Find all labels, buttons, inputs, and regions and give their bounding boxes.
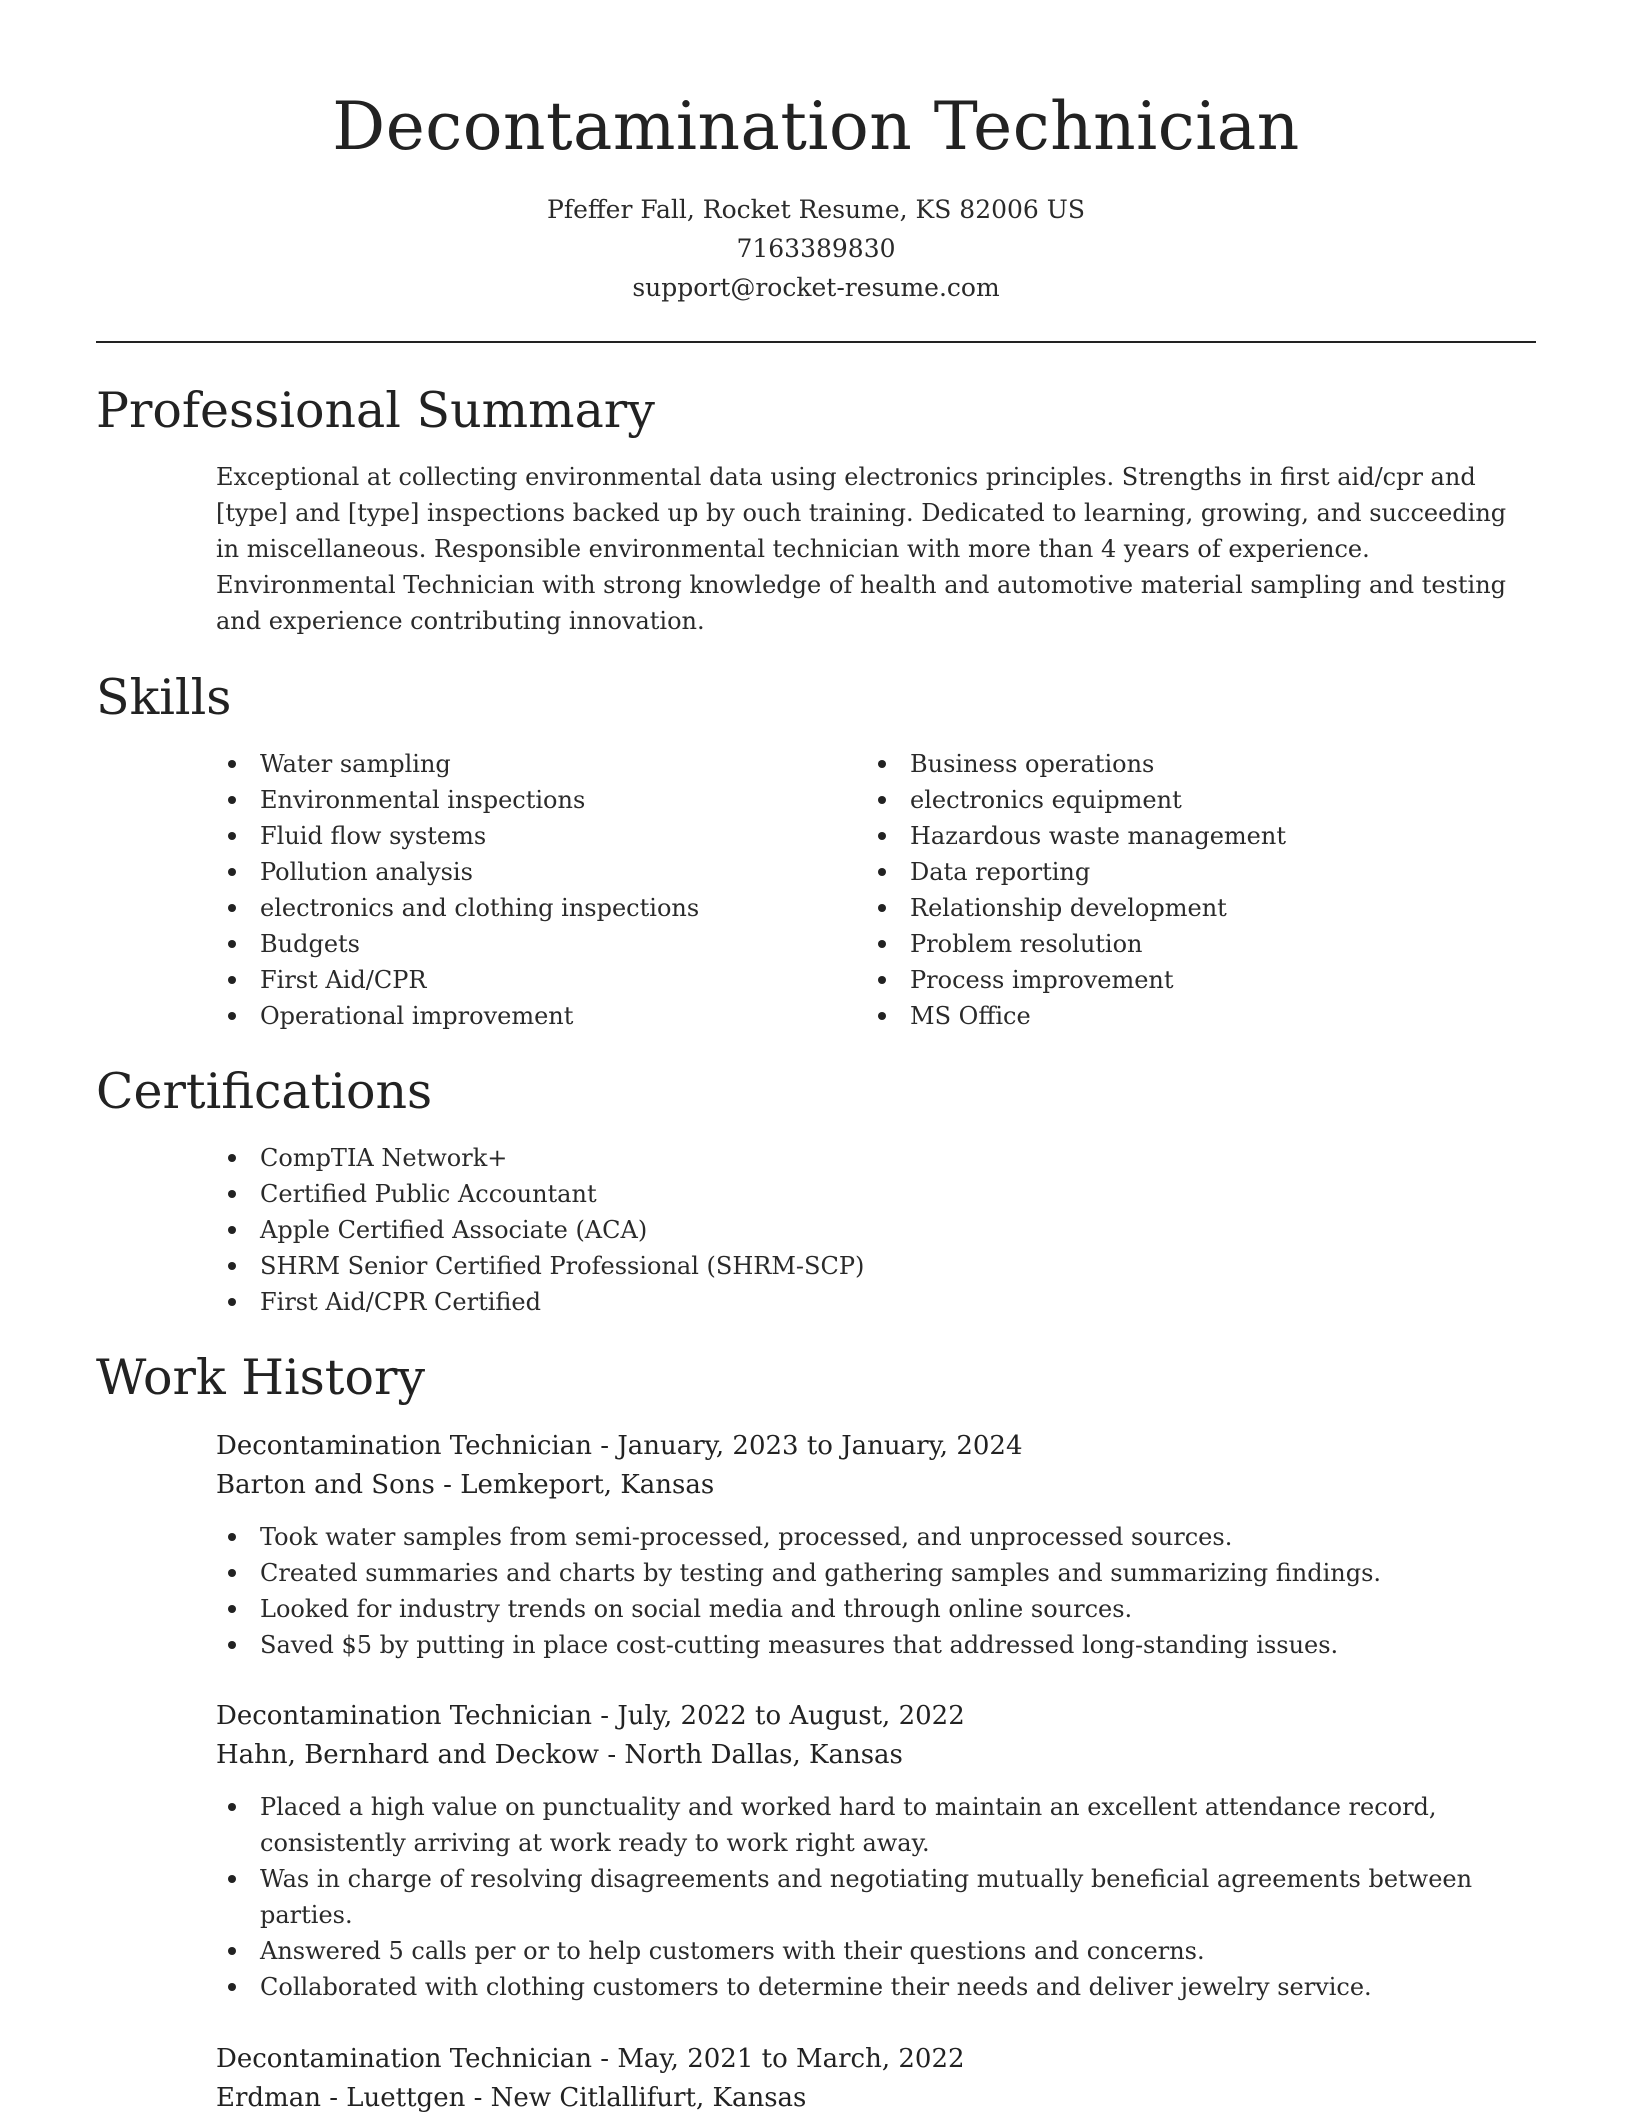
job-bullets [216,1519,1516,1663]
bullet-icon [228,796,236,804]
skill-item [866,998,1516,1034]
skill-item [866,854,1516,890]
job-dates: January, 2023 to January, 2024 [617,1431,1023,1461]
job-bullet [216,1861,1516,1933]
bullet-icon [228,1875,236,1883]
certifications-list [216,1140,1516,1320]
job-bullet [216,1933,1516,1969]
skill-item [216,818,856,854]
job-bullet [216,1627,1516,1663]
bullet-icon [228,1298,236,1306]
bullet-icon [878,904,886,912]
job-bullet [216,1591,1516,1627]
bullet-icon [228,1641,236,1649]
skill-item-text: MS Office [910,1002,1031,1030]
skill-item [216,926,856,962]
job-role: Decontamination Technician [216,1701,592,1731]
skill-item-text: Operational improvement [260,1002,574,1030]
bullet-icon [228,1803,236,1811]
bullet-icon [228,832,236,840]
contact-info [0,190,1632,307]
bullet-icon [228,1983,236,1991]
bullet-icon [228,1947,236,1955]
job-bullet-text: Took water samples from semi-processed, processed, and unprocessed sources. [260,1523,1233,1551]
job-bullet-text: Created summaries and charts by testing and gathering samples and summarizing findings. [260,1559,1382,1587]
work-history-heading: Work History [96,1349,426,1406]
skill-item [866,926,1516,962]
bullet-icon [878,940,886,948]
skill-item-text: Problem resolution [910,930,1143,958]
job-bullet-text: Looked for industry trends on social media and through online sources. [260,1595,1133,1623]
skill-item [866,746,1516,782]
bullet-icon [878,1012,886,1020]
skills-left-column [216,746,856,1034]
job-bullet [216,1969,1516,2005]
skill-item [216,854,856,890]
job-role: Decontamination Technician [216,2044,592,2074]
job-bullet [216,1555,1516,1591]
certification-item [216,1284,1516,1320]
bullet-icon [228,1190,236,1198]
job-company: Erdman - Luettgen [216,2083,466,2113]
skills-heading: Skills [96,669,232,726]
certification-item [216,1140,1516,1176]
bullet-icon [228,940,236,948]
skill-item [216,998,856,1034]
bullet-icon [878,760,886,768]
bullet-icon [228,760,236,768]
job-dates: July, 2022 to August, 2022 [617,1701,965,1731]
summary-heading: Professional Summary [96,382,655,439]
skill-item-text: electronics and clothing inspections [260,894,700,922]
job-entry [216,2040,1516,2118]
bullet-icon [878,832,886,840]
job-dates: May, 2021 to March, 2022 [617,2044,965,2074]
certification-item-text: SHRM Senior Certified Professional (SHRM-SCP) [260,1252,865,1280]
email-line: support@rocket-resume.com [632,273,1000,302]
job-bullet [216,1519,1516,1555]
certification-item [216,1176,1516,1212]
skill-item-text: electronics equipment [910,786,1182,814]
certification-item-text: Apple Certified Associate (ACA) [260,1216,648,1244]
job-location: North Dallas, Kansas [624,1740,903,1770]
certification-item-text: CompTIA Network+ [260,1144,508,1172]
bullet-icon [228,1262,236,1270]
skill-item-text: Hazardous waste management [910,822,1286,850]
certification-item-text: First Aid/CPR Certified [260,1288,541,1316]
skill-item [866,962,1516,998]
bullet-icon [878,976,886,984]
skill-item-text: Budgets [260,930,360,958]
skill-item [216,890,856,926]
job-bullet-text: Placed a high value on punctuality and worked hard to maintain an excellent attendance record, consistently arriving at work ready to work right away. [260,1793,1437,1857]
resume-name: Decontamination Technician [332,88,1300,165]
skill-item-text: Relationship development [910,894,1227,922]
bullet-icon [228,1605,236,1613]
job-company-line: Barton and Sons - Lemkeport, Kansas [216,1470,715,1500]
bullet-icon [228,1569,236,1577]
skill-item-text: Environmental inspections [260,786,586,814]
skill-item [216,962,856,998]
header-divider [96,341,1536,343]
address-line: Pfeffer Fall, Rocket Resume, KS 82006 US [547,195,1085,224]
skill-item-text: First Aid/CPR [260,966,427,994]
certification-item-text: Certified Public Accountant [260,1180,597,1208]
certifications-heading: Certifications [96,1063,433,1120]
skill-item-text: Business operations [910,750,1155,778]
skill-item [216,782,856,818]
bullet-icon [228,976,236,984]
skill-item [216,746,856,782]
job-company-line: Erdman - Luettgen - New Citlallifurt, Kansas [216,2083,807,2113]
skill-item-text: Fluid flow systems [260,822,487,850]
job-company: Barton and Sons [216,1470,435,1500]
job-entry [216,1427,1516,1663]
skills-right-column [866,746,1516,1034]
certification-item [216,1212,1516,1248]
bullet-icon [228,1012,236,1020]
job-title-line: Decontamination Technician - May, 2021 to March, 2022 [216,2044,965,2074]
phone-line: 7163389830 [736,234,896,263]
skill-item-text: Pollution analysis [260,858,473,886]
job-bullets [216,1789,1516,2005]
job-role: Decontamination Technician [216,1431,592,1461]
bullet-icon [228,904,236,912]
job-bullet-text: Was in charge of resolving disagreements and negotiating mutually beneficial agreements between parties. [260,1865,1473,1929]
bullet-icon [228,1533,236,1541]
bullet-icon [878,868,886,876]
job-entry [216,1697,1516,2005]
skill-item [866,782,1516,818]
bullet-icon [878,796,886,804]
job-company: Hahn, Bernhard and Deckow [216,1740,600,1770]
job-title-line: Decontamination Technician - January, 2023 to January, 2024 [216,1431,1023,1461]
skill-item-text: Process improvement [910,966,1174,994]
job-location: New Citlallifurt, Kansas [490,2083,807,2113]
job-title-line: Decontamination Technician - July, 2022 to August, 2022 [216,1701,965,1731]
job-bullet [216,1789,1516,1861]
job-bullet-text: Collaborated with clothing customers to determine their needs and deliver jewelry service. [260,1973,1372,2001]
skill-item-text: Data reporting [910,858,1091,886]
job-bullet-text: Saved $5 by putting in place cost-cutting measures that addressed long-standing issues. [260,1631,1339,1659]
skill-item-text: Water sampling [260,750,451,778]
summary-text: Exceptional at collecting environmental data using electronics principles. Strengths in first aid/cpr and [type] and [type] inspections backed up by ouch training. Dedicated to learning, growing, and succeeding in miscellaneous. Responsible environmental technician with more than 4 years of experience. Environmental Technician with strong knowledge of health and automotive material sampling and testing and experience contributing innovation. [216,463,1507,635]
bullet-icon [228,1154,236,1162]
job-bullet-text: Answered 5 calls per or to help customers with their questions and concerns. [260,1937,1205,1965]
bullet-icon [228,868,236,876]
certification-item [216,1248,1516,1284]
job-company-line: Hahn, Bernhard and Deckow - North Dallas, Kansas [216,1740,903,1770]
job-location: Lemkeport, Kansas [460,1470,715,1500]
bullet-icon [228,1226,236,1234]
skill-item [866,890,1516,926]
skill-item [866,818,1516,854]
resume-header [0,0,1632,307]
